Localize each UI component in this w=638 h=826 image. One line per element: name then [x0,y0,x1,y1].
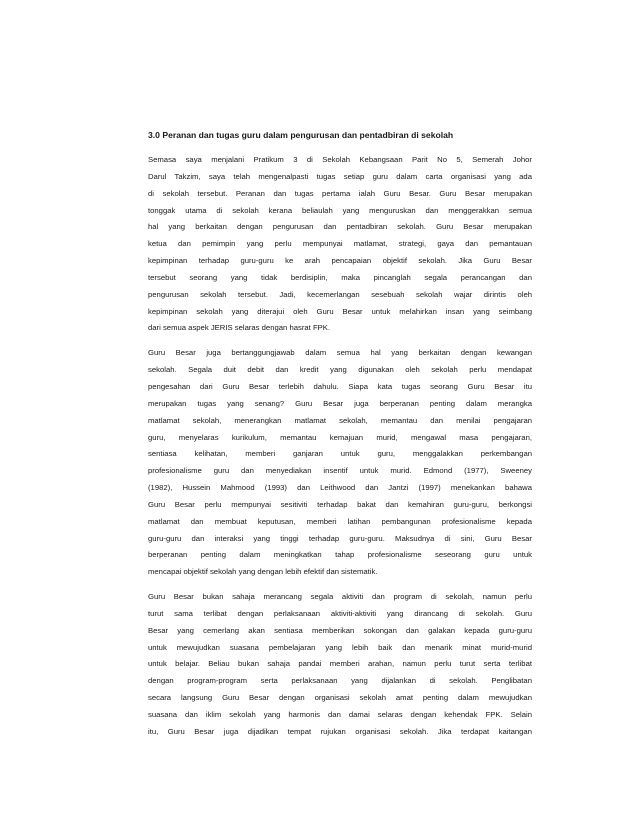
paragraph-line: di sekolah tersebut. Peranan dan tugas pertama ialah Guru Besar. Guru Besar merupakan [148,188,532,198]
document-content [148,129,532,749]
paragraph-line: guru, menyelaras kurikulum, memantau kemajuan murid, mengawal masa pengajaran, [148,432,532,442]
paragraph-line: sekolah. Segala duit debit dan kredit yang digunakan oleh sekolah perlu mendapat [148,365,532,375]
paragraph-line: tersebut seorang yang tidak berdisiplin, maka pincanglah segala perancangan dan [148,272,532,282]
paragraph-line: suasana dan iklim sekolah yang harmonis dan damai selaras dengan kehendak FPK. Selain [148,710,532,719]
paragraph-line: matlamat sekolah, menerangkan matlamat sekolah, memantau dan menilai pengajaran [148,415,532,425]
paragraph-line: Besar yang cemerlang akan sentiasa memberikan sokongan dan galakan kepada guru-guru [148,625,532,635]
body-paragraph [148,345,532,581]
paragraph-line: dari semua aspek JERIS selaras dengan hasrat FPK. [148,323,331,333]
paragraph-line: untuk mewujudkan suasana pembelajaran yang lebih baik dan menarik minat murid-murid [148,642,532,652]
paragraph-line: Guru Besar juga bertanggungjawab dalam semua hal yang berkaitan dengan kewangan [148,348,532,358]
paragraph-line: dengan program-program serta perlaksanaan yang dijalankan di sekolah. Penglibatan [148,676,532,686]
paragraph-line: berperanan penting dalam meningkatkan tahap profesionalisme seseorang guru untuk [148,550,532,560]
paragraph-line: mencapai objektif sekolah yang dengan lebih efektif dan sistematik. [148,567,378,577]
section-heading: 3.0 Peranan dan tugas guru dalam pengurusan dan pentadbiran di sekolah [148,130,454,140]
paragraph-container [148,152,532,741]
paragraph-line: Guru Besar perlu mempunyai sesitiviti terhadap bakat dan kemahiran guru-guru, berkongsi [148,499,532,509]
paragraph-line: itu, Guru Besar juga dijadikan tempat rujukan organisasi sekolah. Jika terdapat kaitangan [148,726,532,736]
body-paragraph [148,152,532,337]
paragraph-line: Semasa saya menjalani Pratikum 3 di Sekolah Kebangsaan Parit No 5, Semerah Johor [148,155,532,164]
paragraph-line: sentiasa kelihatan, memberi ganjaran untuk guru, menggalakkan perkembangan [148,449,532,459]
paragraph-line: Darul Takzim, saya telah mengenalpasti tugas setiap guru dalam carta organisasi yang ada [148,171,532,181]
paragraph-line: turut sama terlibat dengan perlaksanaan aktiviti-aktiviti yang dirancang di sekolah. Guru [148,608,532,618]
paragraph-line: hal yang berkaitan dengan pengurusan dan pentadbiran sekolah. Guru Besar merupakan [148,222,532,232]
paragraph-line: kepimpinan sekolah yang diterajui oleh Guru Besar untuk melahirkan insan yang seimbang [148,306,532,316]
paragraph-line: pengesahan dari Guru Besar terlebih dahulu. Siapa kata tugas seorang Guru Besar itu [148,381,532,391]
paragraph-line: kepimpinan terhadap guru-guru ke arah pencapaian objektif sekolah. Jika Guru Besar [148,256,532,266]
paragraph-line: Guru Besar bukan sahaja merancang segala aktiviti dan program di sekolah, namun perlu [148,592,532,602]
body-paragraph [148,589,532,741]
paragraph-line: pengurusan sekolah tersebut. Jadi, kecemerlangan sesebuah sekolah wajar dirintis oleh [148,289,532,299]
paragraph-line: matlamat dan membuat keputusan, memberi latihan pembangunan profesionalisme kepada [148,516,532,526]
paragraph-line: profesionalisme guru dan menyediakan insentif untuk murid. Edmond (1977), Sweeney [148,466,532,476]
paragraph-line: guru-guru dan interaksi yang tinggi terhadap guru-guru. Maksudnya di sini, Guru Besar [148,533,532,543]
paragraph-line: secara langsung Guru Besar dengan organisasi sekolah amat penting dalam mewujudkan [148,693,532,703]
paragraph-line: ketua dan pemimpin yang perlu mempunyai matlamat, strategi, gaya dan pemantauan [148,239,532,249]
paragraph-line: merupakan tugas yang senang? Guru Besar juga berperanan penting dalam merangka [148,398,532,408]
paragraph-line: tonggak utama di sekolah kerana beliaulah yang menguruskan dan menggerakkan semua [148,205,532,215]
paragraph-line: (1982), Hussein Mahmood (1993) dan Leithwood dan Jantzi (1997) menekankan bahawa [148,483,532,493]
paragraph-line: untuk belajar. Beliau bukan sahaja pandai memberi arahan, namun perlu turut serta terlibat [148,659,532,669]
